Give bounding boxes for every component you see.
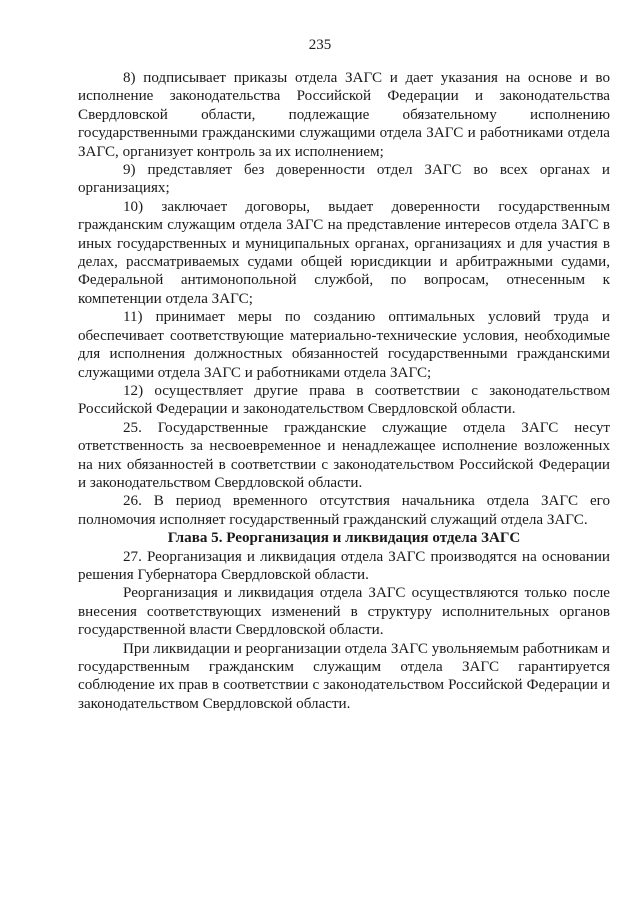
chapter-heading: Глава 5. Реорганизация и ликвидация отдела ЗАГС: [167, 530, 521, 547]
page-number: 235: [308, 37, 332, 53]
paragraph-clause-25: 25. Государственные гражданские служащие отдела ЗАГС несут ответственность за несвоевременное и ненадлежащее исполнение возложенных на них обязанностей в соответствии с законодательством Российской Федерации и законодательством Свердловской области.: [78, 419, 610, 491]
paragraph-item-10: 10) заключает договоры, выдает доверенности государственным гражданским служащим отдела ЗАГС на представление интересов отдела ЗАГС в иных государственных и муниципальных органах, организациях и для участия в делах, рассматриваемых судами общей юрисдикции и арбитражными судами, Федеральной антимонопольной службой, по вопросам, отнесенным к компетенции отдела ЗАГС;: [78, 198, 610, 307]
paragraph-liquidation-rights: При ликвидации и реорганизации отдела ЗАГС увольняемым работникам и государственным гражданским служащим отдела ЗАГС гарантируется соблюдение их прав в соответствии с законодательством Российской Федерации и законодательством Свердловской области.: [78, 640, 610, 712]
paragraph-clause-26: 26. В период временного отсутствия начальника отдела ЗАГС его полномочия исполняет государственный гражданский служащий отдела ЗАГС.: [78, 493, 610, 528]
paragraph-item-8: 8) подписывает приказы отдела ЗАГС и дает указания на основе и во исполнение законодательства Российской Федерации и законодательства Свердловской области, подлежащие обязательному исполнению государственными гражданскими служащими отдела ЗАГС и работниками отдела ЗАГС, организует контроль за их исполнением;: [78, 70, 610, 160]
paragraph-clause-27: 27. Реорганизация и ликвидация отдела ЗАГС производятся на основании решения Губернатора Свердловской области.: [78, 548, 610, 583]
paragraph-item-9: 9) представляет без доверенности отдел ЗАГС во всех органах и организациях;: [78, 162, 610, 197]
paragraph-item-11: 11) принимает меры по созданию оптимальных условий труда и обеспечивает соответствующие материально-технические условия, необходимые для исполнения должностных обязанностей государственными гражданскими служащими отдела ЗАГС и работниками отдела ЗАГС;: [78, 309, 610, 381]
paragraph-reorganization: Реорганизация и ликвидация отдела ЗАГС осуществляются только после внесения соответствующих изменений в структуру исполнительных органов государственной власти Свердловской области.: [78, 585, 610, 639]
paragraph-item-12: 12) осуществляет другие права в соответствии с законодательством Российской Федерации и законодательством Свердловской области.: [78, 382, 610, 418]
document-body: [78, 69, 610, 713]
